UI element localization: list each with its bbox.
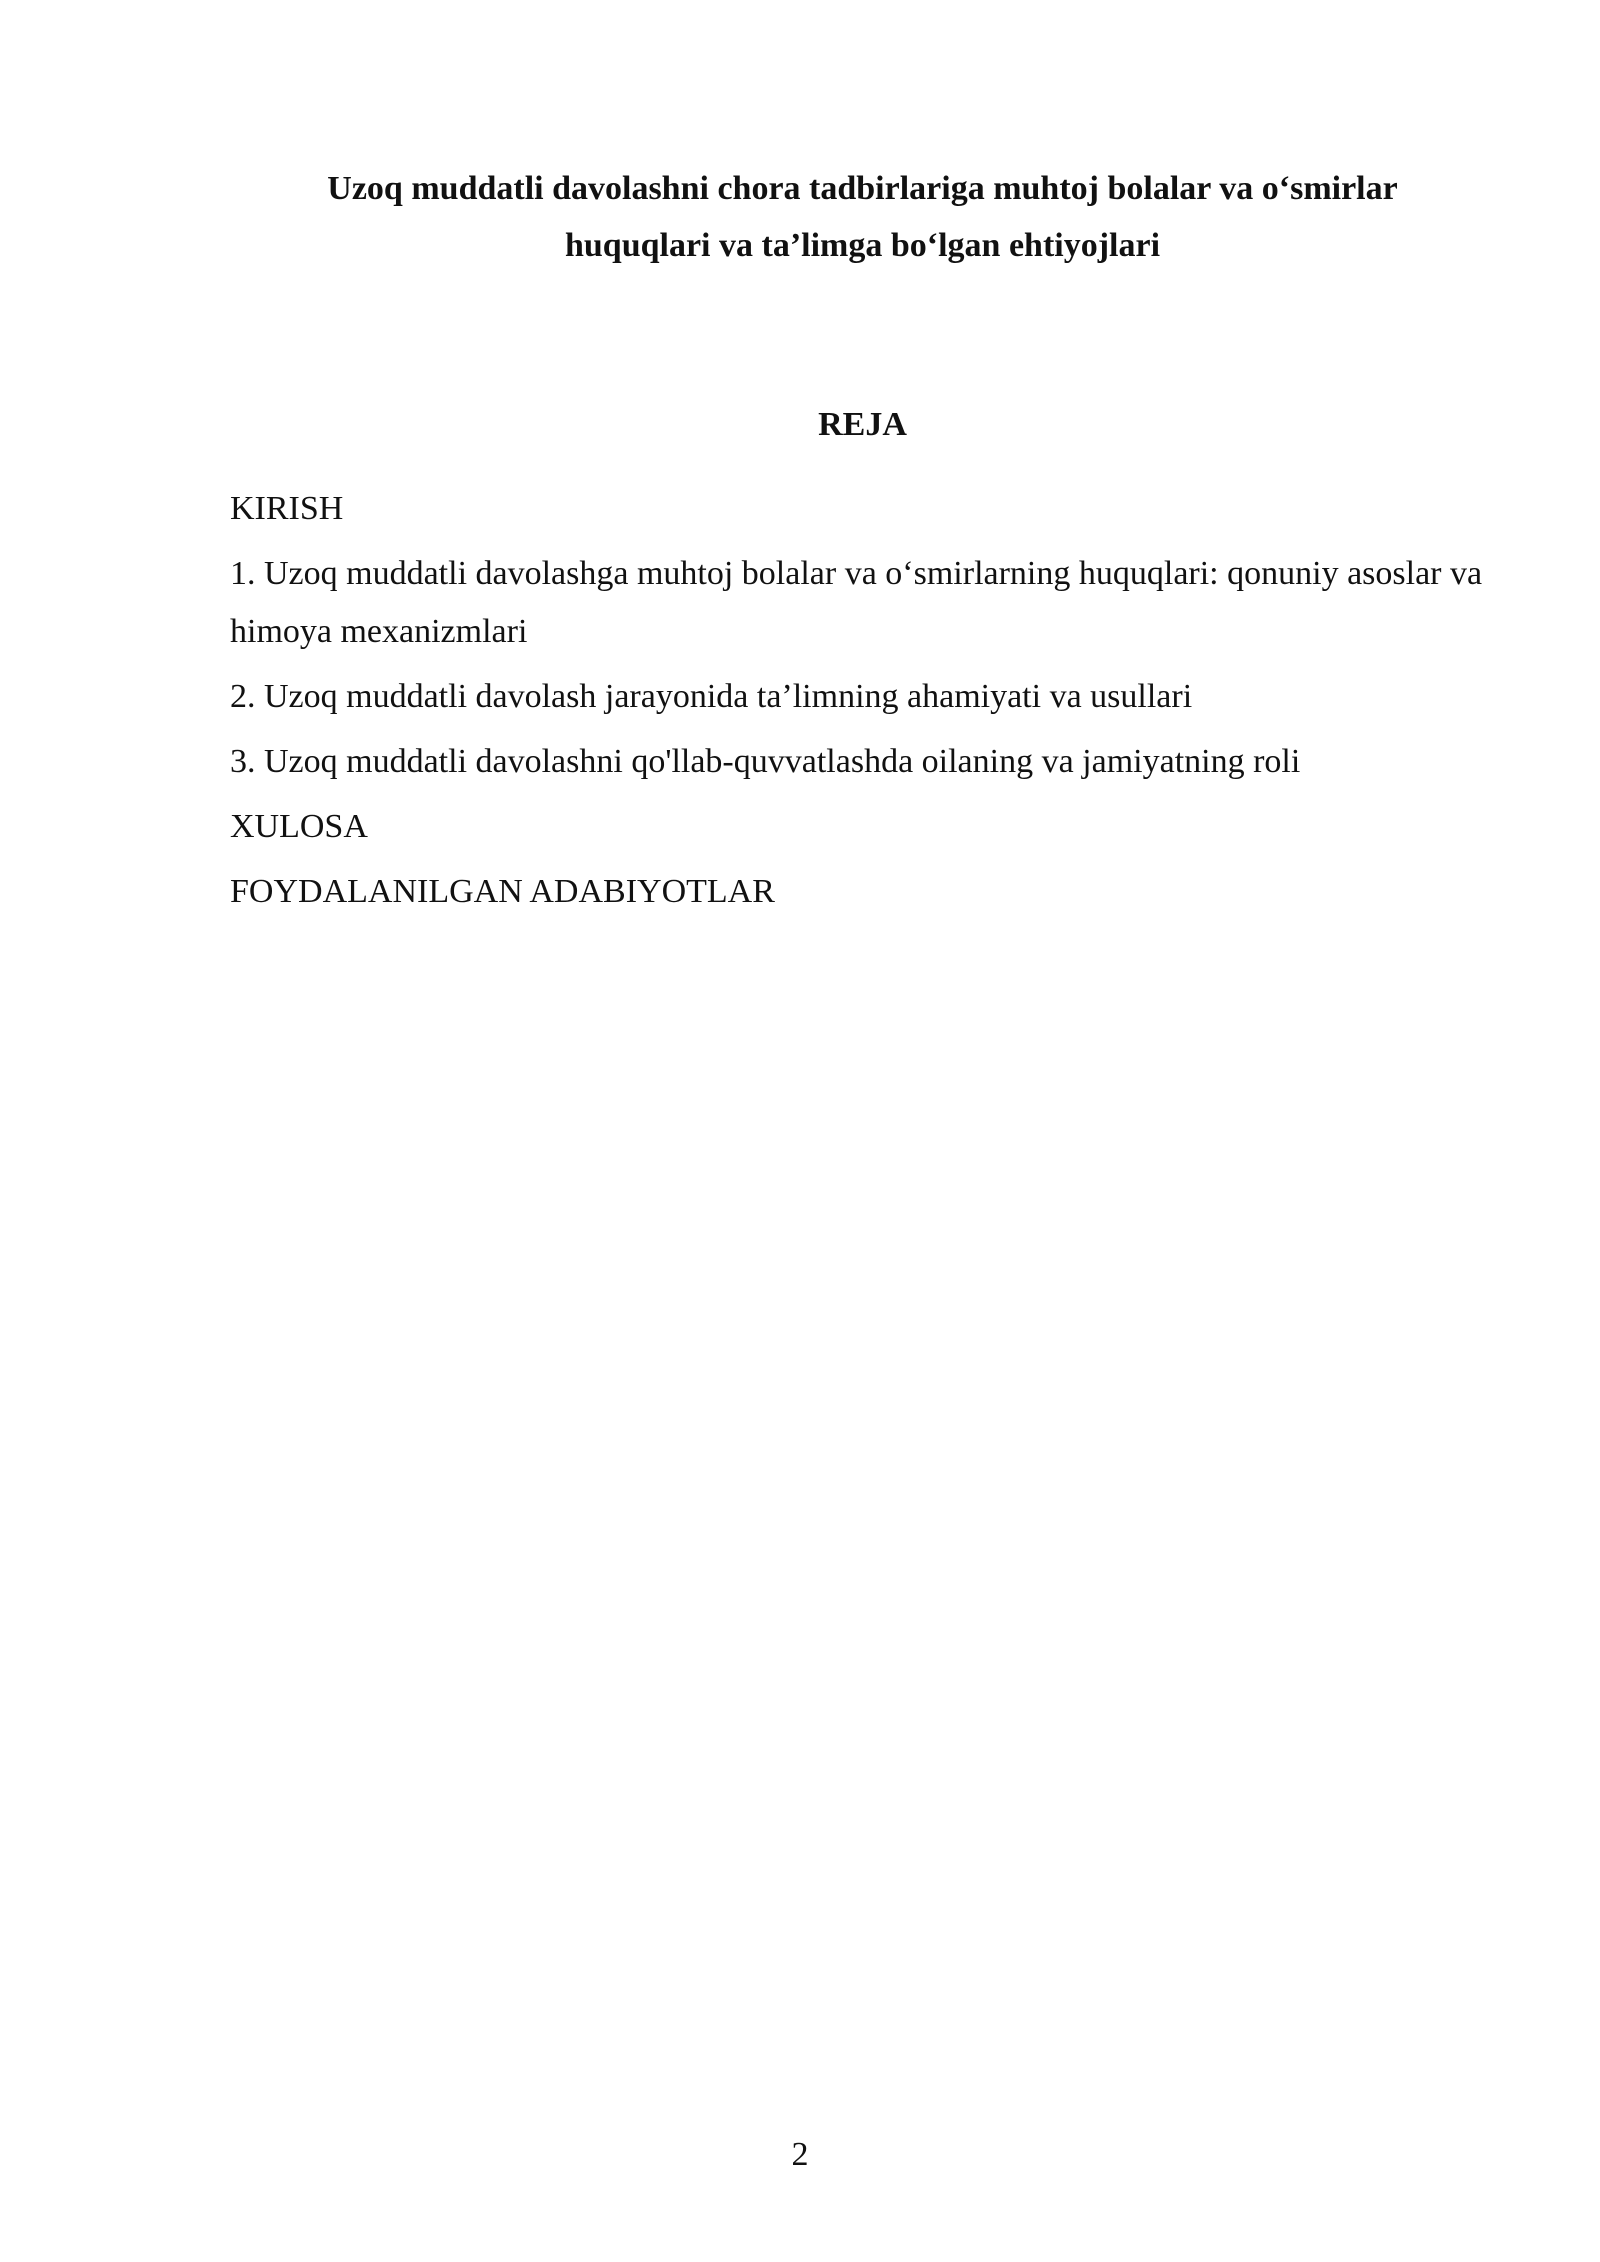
plan-item-introduction: KIRISH [230,490,344,527]
document-title-line-1: Uzoq muddatli davolashni chora tadbirlariga muhtoj bolalar va o‘smirlar [327,170,1398,207]
plan-item-2: 2. Uzoq muddatli davolash jarayonida ta’limning ahamiyati va usullari [230,678,1193,715]
plan-list [230,480,1500,928]
page-number: 2 [791,2136,809,2173]
plan-item-3: 3. Uzoq muddatli davolashni qo'llab-quvvatlashda oilaning va jamiyatning roli [230,743,1301,780]
plan-item-references: FOYDALANILGAN ADABIYOTLAR [230,873,775,910]
plan-heading: REJA [818,406,907,443]
document-title-line-2: huquqlari va ta’limga bo‘lgan ehtiyojlari [564,227,1161,264]
document-title [230,160,1495,274]
plan-item-1: 1. Uzoq muddatli davolashga muhtoj bolalar va o‘smirlarning huquqlari: qonuniy asoslar va himoya mexanizmlari [230,555,1483,650]
plan-item-conclusion: XULOSA [230,808,368,845]
